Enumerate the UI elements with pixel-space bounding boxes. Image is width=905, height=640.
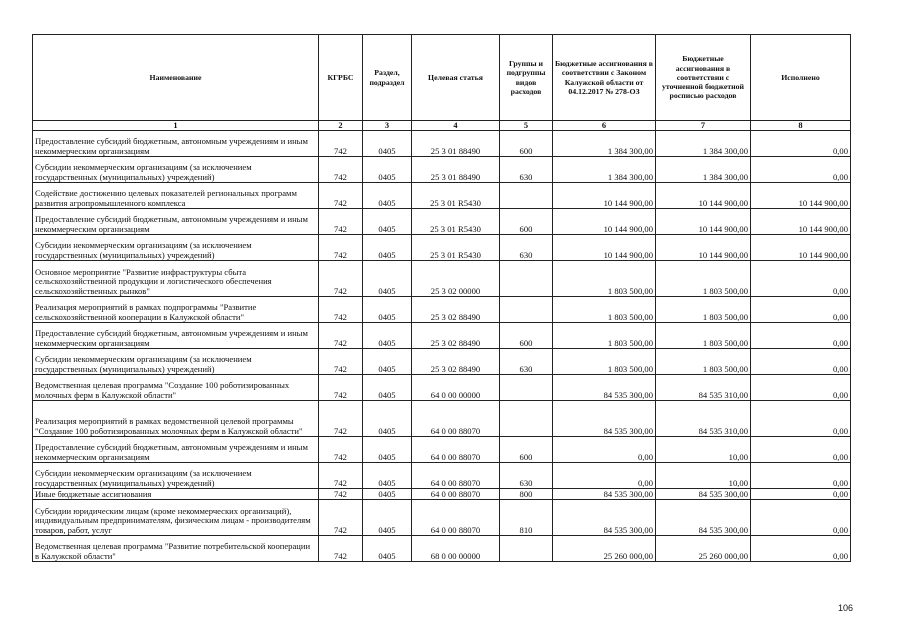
row-name: Субсидии некоммерческим организациям (за исключением государственных (муниципальных) учреждений): [33, 157, 319, 183]
row-law-amount: 10 144 900,00: [553, 235, 656, 261]
table-row: [33, 157, 851, 183]
row-executed-amount: 0,00: [751, 261, 851, 297]
row-refined-amount: 84 535 300,00: [656, 489, 751, 500]
table-row: [33, 375, 851, 401]
column-number: 2: [319, 121, 363, 131]
row-target: 25 3 01 R5430: [412, 235, 500, 261]
row-section: 0405: [363, 209, 412, 235]
table-row: [33, 536, 851, 562]
row-target: 25 3 01 R5430: [412, 209, 500, 235]
row-group: 600: [500, 437, 553, 463]
header-section: Раздел, подраздел: [363, 35, 412, 121]
row-law-amount: 10 144 900,00: [553, 209, 656, 235]
row-refined-amount: 10 144 900,00: [656, 183, 751, 209]
row-executed-amount: 0,00: [751, 131, 851, 157]
table-row: [33, 131, 851, 157]
row-executed-amount: 10 144 900,00: [751, 183, 851, 209]
row-section: 0405: [363, 235, 412, 261]
row-target: 68 0 00 00000: [412, 536, 500, 562]
row-name: Предоставление субсидий бюджетным, автономным учреждениям и иным некоммерческим организациям: [33, 323, 319, 349]
table-row: [33, 401, 851, 437]
row-target: 64 0 00 88070: [412, 401, 500, 437]
row-name: Ведомственная целевая программа "Развитие потребительской кооперации в Калужской области": [33, 536, 319, 562]
header-law: Бюджетные ассигнования в соответствии с Законом Калужской области от 04.12.2017 № 278-ОЗ: [553, 35, 656, 121]
row-group: 810: [500, 500, 553, 536]
row-kgrbs: 742: [319, 401, 363, 437]
row-kgrbs: 742: [319, 323, 363, 349]
row-law-amount: 1 384 300,00: [553, 157, 656, 183]
row-group: 600: [500, 131, 553, 157]
row-executed-amount: 10 144 900,00: [751, 235, 851, 261]
row-section: 0405: [363, 463, 412, 489]
row-executed-amount: 0,00: [751, 437, 851, 463]
row-target: 25 3 02 88490: [412, 297, 500, 323]
row-executed-amount: 0,00: [751, 489, 851, 500]
row-group: [500, 297, 553, 323]
row-kgrbs: 742: [319, 209, 363, 235]
row-kgrbs: 742: [319, 463, 363, 489]
row-executed-amount: 0,00: [751, 401, 851, 437]
row-target: 25 3 01 R5430: [412, 183, 500, 209]
row-group: [500, 375, 553, 401]
row-section: 0405: [363, 437, 412, 463]
row-kgrbs: 742: [319, 183, 363, 209]
row-kgrbs: 742: [319, 375, 363, 401]
row-section: 0405: [363, 500, 412, 536]
row-kgrbs: 742: [319, 437, 363, 463]
row-kgrbs: 742: [319, 131, 363, 157]
row-section: 0405: [363, 401, 412, 437]
column-number: 4: [412, 121, 500, 131]
row-section: 0405: [363, 131, 412, 157]
row-group: [500, 183, 553, 209]
row-target: 64 0 00 88070: [412, 500, 500, 536]
row-name: Предоставление субсидий бюджетным, автономным учреждениям и иным некоммерческим организациям: [33, 437, 319, 463]
column-number: 5: [500, 121, 553, 131]
row-law-amount: 84 535 300,00: [553, 375, 656, 401]
row-refined-amount: 10,00: [656, 463, 751, 489]
row-executed-amount: 0,00: [751, 323, 851, 349]
row-kgrbs: 742: [319, 349, 363, 375]
table-row: [33, 437, 851, 463]
row-section: 0405: [363, 375, 412, 401]
row-law-amount: 84 535 300,00: [553, 489, 656, 500]
row-refined-amount: 84 535 310,00: [656, 401, 751, 437]
page-number: 106: [838, 603, 854, 613]
row-executed-amount: 0,00: [751, 536, 851, 562]
row-law-amount: 1 803 500,00: [553, 297, 656, 323]
row-group: [500, 401, 553, 437]
row-name: Субсидии некоммерческим организациям (за исключением государственных (муниципальных) учреждений): [33, 349, 319, 375]
row-refined-amount: 10,00: [656, 437, 751, 463]
table-row: [33, 349, 851, 375]
row-law-amount: 1 803 500,00: [553, 323, 656, 349]
row-executed-amount: 10 144 900,00: [751, 209, 851, 235]
row-group: 630: [500, 349, 553, 375]
row-refined-amount: 10 144 900,00: [656, 209, 751, 235]
row-name: Реализация мероприятий в рамках ведомственной целевой программы "Создание 100 роботизированных молочных ферм в Калужской области": [33, 401, 319, 437]
header-name: Наименование: [33, 35, 319, 121]
row-section: 0405: [363, 349, 412, 375]
row-group: [500, 261, 553, 297]
row-section: 0405: [363, 183, 412, 209]
table-row: [33, 500, 851, 536]
table-row: [33, 323, 851, 349]
row-target: 25 3 01 88490: [412, 131, 500, 157]
row-target: 64 0 00 88070: [412, 437, 500, 463]
row-law-amount: 25 260 000,00: [553, 536, 656, 562]
row-section: 0405: [363, 536, 412, 562]
row-name: Субсидии некоммерческим организациям (за исключением государственных (муниципальных) учреждений): [33, 235, 319, 261]
row-refined-amount: 10 144 900,00: [656, 235, 751, 261]
table-row: [33, 261, 851, 297]
row-name: Предоставление субсидий бюджетным, автономным учреждениям и иным некоммерческим организациям: [33, 209, 319, 235]
row-target: 25 3 02 00000: [412, 261, 500, 297]
row-refined-amount: 1 803 500,00: [656, 261, 751, 297]
table-row: [33, 235, 851, 261]
row-executed-amount: 0,00: [751, 500, 851, 536]
row-name: Субсидии некоммерческим организациям (за исключением государственных (муниципальных) учреждений): [33, 463, 319, 489]
row-name: Основное мероприятие "Развитие инфраструктуры сбыта сельскохозяйственной продукции и логистического обеспечения сельскохозяйственных рынков": [33, 261, 319, 297]
row-law-amount: 0,00: [553, 437, 656, 463]
row-kgrbs: 742: [319, 536, 363, 562]
column-number-row: [33, 121, 851, 131]
row-kgrbs: 742: [319, 235, 363, 261]
row-law-amount: 84 535 300,00: [553, 401, 656, 437]
row-section: 0405: [363, 297, 412, 323]
column-number: 6: [553, 121, 656, 131]
row-group: 800: [500, 489, 553, 500]
row-refined-amount: 84 535 310,00: [656, 375, 751, 401]
row-group: [500, 536, 553, 562]
header-executed: Исполнено: [751, 35, 851, 121]
row-group: 630: [500, 235, 553, 261]
row-name: Предоставление субсидий бюджетным, автономным учреждениям и иным некоммерческим организациям: [33, 131, 319, 157]
row-law-amount: 1 803 500,00: [553, 349, 656, 375]
row-section: 0405: [363, 489, 412, 500]
row-executed-amount: 0,00: [751, 463, 851, 489]
row-refined-amount: 84 535 300,00: [656, 500, 751, 536]
row-executed-amount: 0,00: [751, 375, 851, 401]
column-number: 3: [363, 121, 412, 131]
row-name: Иные бюджетные ассигнования: [33, 489, 319, 500]
row-law-amount: 10 144 900,00: [553, 183, 656, 209]
row-target: 64 0 00 88070: [412, 489, 500, 500]
row-name: Содействие достижению целевых показателей региональных программ развития агропромышленного комплекса: [33, 183, 319, 209]
header-refined: Бюджетные ассигнования в соответствии с уточненной бюджетной росписью расходов: [656, 35, 751, 121]
row-law-amount: 1 803 500,00: [553, 261, 656, 297]
row-target: 64 0 00 88070: [412, 463, 500, 489]
row-target: 25 3 01 88490: [412, 157, 500, 183]
table-row: [33, 463, 851, 489]
row-executed-amount: 0,00: [751, 297, 851, 323]
row-group: 600: [500, 209, 553, 235]
header-group: Группы и подгруппы видов расходов: [500, 35, 553, 121]
table-row: [33, 489, 851, 500]
row-target: 64 0 00 00000: [412, 375, 500, 401]
row-section: 0405: [363, 261, 412, 297]
row-executed-amount: 0,00: [751, 157, 851, 183]
table-row: [33, 297, 851, 323]
table-row: [33, 183, 851, 209]
row-target: 25 3 02 88490: [412, 349, 500, 375]
column-number: 1: [33, 121, 319, 131]
column-number: 8: [751, 121, 851, 131]
row-kgrbs: 742: [319, 157, 363, 183]
row-section: 0405: [363, 157, 412, 183]
budget-table: [32, 34, 851, 562]
row-group: 630: [500, 463, 553, 489]
row-kgrbs: 742: [319, 500, 363, 536]
row-group: 600: [500, 323, 553, 349]
row-refined-amount: 1 384 300,00: [656, 131, 751, 157]
row-target: 25 3 02 88490: [412, 323, 500, 349]
row-law-amount: 84 535 300,00: [553, 500, 656, 536]
row-group: 630: [500, 157, 553, 183]
row-section: 0405: [363, 323, 412, 349]
row-law-amount: 0,00: [553, 463, 656, 489]
column-number: 7: [656, 121, 751, 131]
row-refined-amount: 1 803 500,00: [656, 297, 751, 323]
row-law-amount: 1 384 300,00: [553, 131, 656, 157]
row-kgrbs: 742: [319, 489, 363, 500]
table-row: [33, 209, 851, 235]
row-refined-amount: 1 803 500,00: [656, 323, 751, 349]
row-name: Субсидии юридическим лицам (кроме некоммерческих организаций), индивидуальным предпринимателям, физическим лицам - производителям товаров, работ, услуг: [33, 500, 319, 536]
header-kgrbs: КГРБС: [319, 35, 363, 121]
header-row: [33, 35, 851, 121]
row-kgrbs: 742: [319, 261, 363, 297]
table-body: [33, 131, 851, 562]
row-refined-amount: 1 384 300,00: [656, 157, 751, 183]
header-target: Целевая статья: [412, 35, 500, 121]
row-name: Реализация мероприятий в рамках подпрограммы "Развитие сельскохозяйственной кооперации в Калужской области": [33, 297, 319, 323]
row-kgrbs: 742: [319, 297, 363, 323]
row-refined-amount: 1 803 500,00: [656, 349, 751, 375]
row-executed-amount: 0,00: [751, 349, 851, 375]
row-refined-amount: 25 260 000,00: [656, 536, 751, 562]
row-name: Ведомственная целевая программа "Создание 100 роботизированных молочных ферм в Калужской области": [33, 375, 319, 401]
